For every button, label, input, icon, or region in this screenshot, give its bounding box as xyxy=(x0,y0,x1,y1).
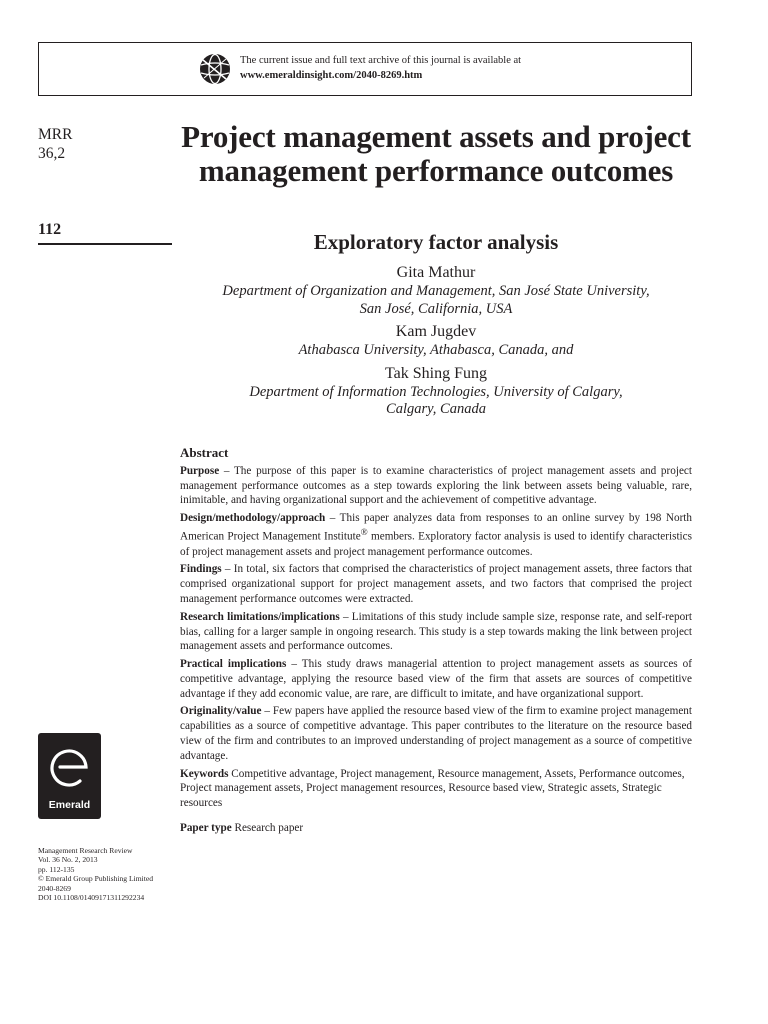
journal-volume: 36,2 xyxy=(38,145,66,162)
journal-code xyxy=(38,125,72,163)
section-text: Research paper xyxy=(231,822,304,835)
emerald-e-icon xyxy=(47,741,93,793)
author-name: Tak Shing Fung xyxy=(385,364,487,382)
emerald-logo-word: Emerald xyxy=(48,799,91,811)
citation-issn: 2040-8269 xyxy=(38,883,71,893)
abstract xyxy=(180,446,692,839)
affiliation-line: San José, California, USA xyxy=(359,300,513,317)
affiliation-line: Calgary, Canada xyxy=(386,401,486,417)
citation-journal: Management Research Review xyxy=(38,846,133,855)
article-subtitle: Exploratory factor analysis xyxy=(313,230,559,254)
journal-abbrev: MRR xyxy=(38,126,73,143)
author-affiliation xyxy=(180,342,692,360)
author-block xyxy=(180,263,692,423)
author-name: Kam Jugdev xyxy=(395,323,477,340)
journal-availability-banner xyxy=(38,42,692,96)
abstract-keywords xyxy=(180,767,692,811)
abstract-design xyxy=(180,511,692,559)
article-title: Project management assets and project management performance outcomes xyxy=(181,119,691,188)
banner-url[interactable]: www.emeraldinsight.com/2040-8269.htm xyxy=(240,70,423,81)
section-text: Competitive advantage, Project management, Resource management, Assets, Performance outcomes, Project management assets, Project management resources, Resource based view, Strategic assets, Strategic resources xyxy=(180,767,685,810)
citation-doi: DOI 10.1108/01409171311292234 xyxy=(38,893,145,903)
section-text: – Few papers have applied the resource based view of the firm to examine project management capabilities as a source of competitive advantage. This paper contributes to the literature on the resource based view of the firm and contributes to an improved understanding of project management as a source of competitive advantage. xyxy=(180,705,692,762)
author-name: Gita Mathur xyxy=(396,264,476,281)
affiliation-line: Athabasca University, Athabasca, Canada, and xyxy=(298,342,574,358)
abstract-findings xyxy=(180,562,692,606)
citation-block xyxy=(38,846,178,902)
section-text: – This paper analyzes data from responses to an online survey by 198 North American Project Management Institute xyxy=(180,512,692,543)
section-label: Purpose xyxy=(180,464,220,477)
page-number-rule xyxy=(38,243,172,245)
section-label: Design/methodology/approach xyxy=(180,512,326,525)
page-number: 112 xyxy=(38,221,62,238)
section-text: – The purpose of this paper is to examine characteristics of project management assets and project management performance outcomes as a step towards exploring the link between assets being valuable, rare, inimitable, and having organizational support and the achievement of competitive advantage. xyxy=(180,464,692,507)
section-text: – This study draws managerial attention to project management assets as sources of competitive advantage, applying the resource based view of the firm that assets are sources of competitive advantage if they add economic value, are rare, are difficult to imitate, and have organizational support. xyxy=(180,658,692,700)
citation-pages: pp. 112-135 xyxy=(38,864,75,874)
abstract-heading: Abstract xyxy=(180,445,229,460)
section-label: Keywords xyxy=(180,767,229,780)
emerald-logo xyxy=(38,733,101,819)
section-label: Findings xyxy=(180,563,222,576)
section-label: Practical implications xyxy=(180,658,287,671)
citation-copyright: © Emerald Group Publishing Limited xyxy=(38,874,154,884)
section-text: – Limitations of this study include sample size, response rate, and self-report bias, calling for a larger sample in ongoing research. This study is a step towards making the link between project management assets and performance outcomes. xyxy=(180,610,692,653)
section-label: Paper type xyxy=(180,822,232,835)
author-affiliation xyxy=(180,283,692,318)
section-text: members. Exploratory factor analysis is used to identify characteristics of project management assets and project management performance outcomes. xyxy=(180,530,692,558)
banner-line: The current issue and full text archive of this journal is available at xyxy=(240,55,522,66)
abstract-originality xyxy=(180,704,692,763)
section-text: – In total, six factors that comprised the characteristics of project management assets, three factors that comprised organizational support for project management assets, and two factors that comprised the project management performance outcomes were extracted. xyxy=(180,563,692,605)
abstract-limitations xyxy=(180,610,692,654)
section-label: Research limitations/implications xyxy=(180,610,340,623)
affiliation-line: Department of Organization and Management, San José State University, xyxy=(222,283,650,299)
registered-mark: ® xyxy=(360,527,368,538)
citation-volume: Vol. 36 No. 2, 2013 xyxy=(38,855,98,865)
globe-icon xyxy=(199,53,231,85)
section-label: Originality/value xyxy=(180,705,262,718)
author-affiliation xyxy=(180,384,692,419)
abstract-paper-type xyxy=(180,821,692,836)
affiliation-line: Department of Information Technologies, University of Calgary, xyxy=(249,383,623,400)
abstract-practical xyxy=(180,657,692,701)
abstract-purpose xyxy=(180,464,692,508)
banner-text xyxy=(240,53,521,83)
